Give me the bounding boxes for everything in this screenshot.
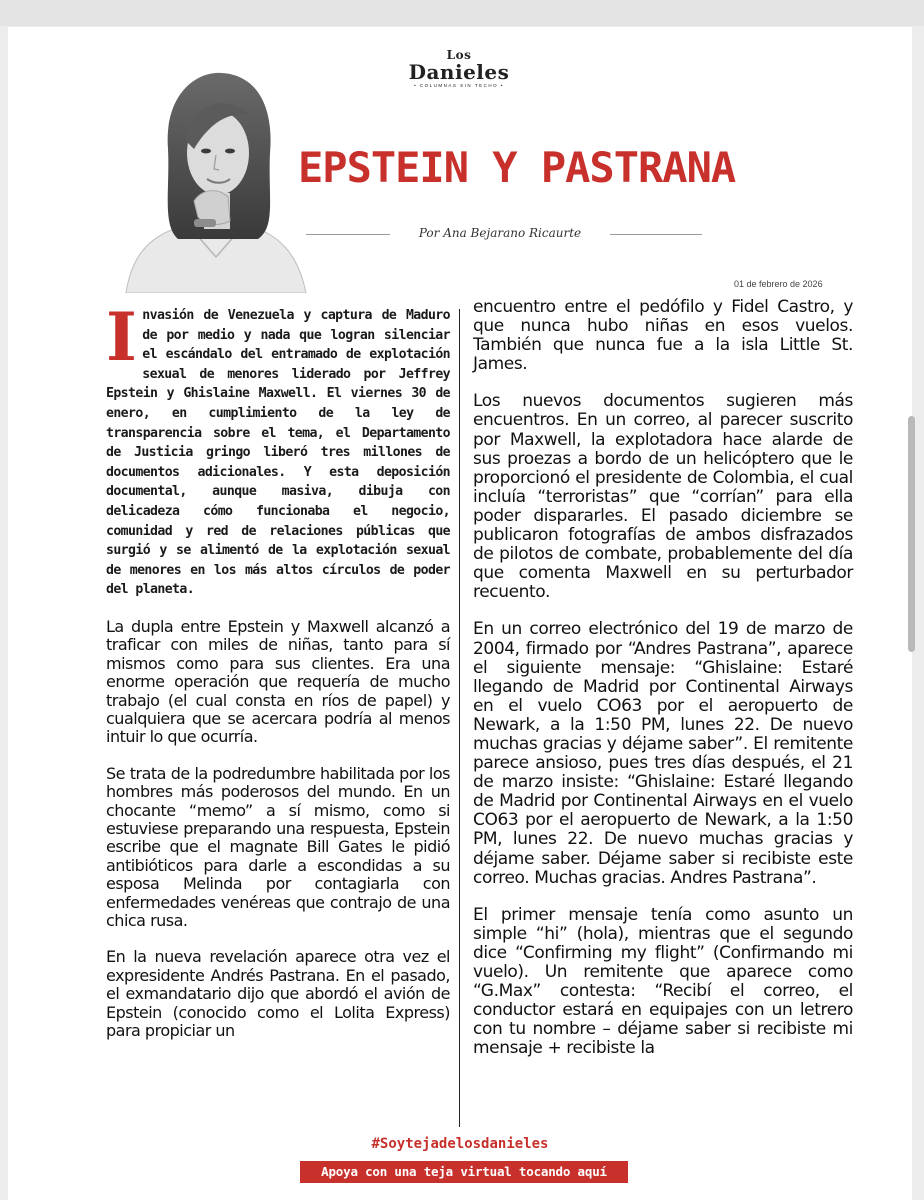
- drop-cap: I: [106, 298, 137, 376]
- article-paragraph: encuentro entre el pedófilo y Fidel Castro, y que nunca hubo niñas en esos vuelos. También que nunca fue a la isla Little St. James.: [473, 297, 853, 375]
- logo-line1: Los: [446, 48, 472, 62]
- logo-tagline: • COLUMNAS SIN TECHO •: [414, 83, 504, 88]
- article-title: EPSTEIN Y PASTRANA: [298, 143, 736, 192]
- article-column-right: [473, 298, 853, 1076]
- author-photo: [118, 57, 314, 293]
- article-page: [8, 27, 912, 1200]
- lead-text: nvasión de Venezuela y captura de Maduro de por medio y nada que logran silenciar el escándalo del entramado de explotación sexual de menores liderado por Jeffrey Epstein y Ghislaine Maxwell. El viernes 30 de enero, en cumplimiento de la ley de transparencia sobre el tema, el Departamento de Justicia gringo liberó tres millones de documentos adicionales. Y esta deposición documental, aunque masiva, dibuja con delicadeza cómo funcionaba el negocio, comunidad y red de relaciones públicas que surgió y se alimentó de la explotación sexual de menores en los más altos círculos de poder del planeta.: [106, 308, 450, 598]
- hashtag-link[interactable]: #Soytejadelosdanieles: [371, 1136, 549, 1152]
- article-column-left: [106, 298, 450, 1058]
- article-paragraph: Se trata de la podredumbre habilitada por los hombres más poderosos del mundo. En un chocante “memo” a sí mismo, como si estuviese preparando una respuesta, Epstein escribe que el magnate Bill Gates le pidió antibióticos para darle a escondidas a su esposa Melinda por contagiarla con enfermedades venéreas que contrajo de una chica rusa.: [106, 763, 450, 930]
- scrollbar-thumb[interactable]: [908, 416, 915, 652]
- article-paragraph: Los nuevos documentos sugieren más encuentros. En un correo, al parecer suscrito por Maxwell, la explotadora hace alarde de sus proezas a bordo de un helicóptero que le proporcionó el presidente de Colombia, el cual incluía “terroristas” que “corrían” para ella poder dispararles. El pasado diciembre se publicaron fotografías de ambos disfrazados de pilotos de combate, probablemente del día que comenta Maxwell en su perturbador recuento.: [473, 391, 853, 603]
- article-paragraph-lead: [106, 298, 450, 600]
- logo-line2: Danieles: [408, 60, 510, 84]
- byline-rule-right: [610, 234, 702, 235]
- article-date: 01 de febrero de 2026: [734, 279, 823, 289]
- support-button[interactable]: Apoya con una teja virtual tocando aquí: [300, 1161, 628, 1183]
- article-paragraph: En un correo electrónico del 19 de marzo de 2004, firmado por “Andres Pastrana”, aparece el siguiente mensaje: “Ghislaine: Estaré llegando de Madrid por Continental Airways en el vuelo CO63 por el aeropuerto de Newark, a la 1:50 PM, lunes 22. De nuevo muchas gracias y déjame saber”. El remitente parece ansioso, pues tres días después, el 21 de marzo insiste: “Ghislaine: Estaré llegando de Madrid por Continental Airways en el vuelo CO63 por el aeropuerto de Newark, a la 1:50 PM, lunes 22. De nuevo muchas gracias y déjame saber. Déjame saber si recibiste este correo. Muchas gracias. Andres Pastrana”.: [473, 619, 853, 888]
- article-paragraph: La dupla entre Epstein y Maxwell alcanzó a traficar con miles de niñas, tanto para sí mismos como para sus clientes. Era una enorme operación que requería de mucho trabajo (el cual consta en ríos de papel) y cualquiera que se acercara podría al menos intuir lo que ocurría.: [106, 616, 450, 747]
- site-logo[interactable]: [394, 49, 524, 89]
- top-bar: [0, 0, 924, 26]
- column-divider: [459, 309, 460, 1127]
- author-portrait-illustration: [118, 57, 314, 293]
- article-paragraph: En la nueva revelación aparece otra vez el expresidente Andrés Pastrana. En el pasado, el exmandatario dijo que abordó el avión de Epstein (conocido como el Lolita Express) para propiciar un: [106, 947, 450, 1041]
- byline-rule-left: [306, 234, 390, 235]
- article-paragraph: El primer mensaje tenía como asunto un simple “hi” (hola), mientras que el segundo dice “Confirming my flight” (Confirmando mi vuelo). Un remitente que aparece como “G.Max” contesta: “Recibí el correo, el conductor estará en equipajes con un letrero con tu nombre – déjame saber si recibiste mi mensaje + recibiste la: [473, 904, 853, 1059]
- article-byline: Por Ana Bejarano Ricaurte: [418, 226, 582, 240]
